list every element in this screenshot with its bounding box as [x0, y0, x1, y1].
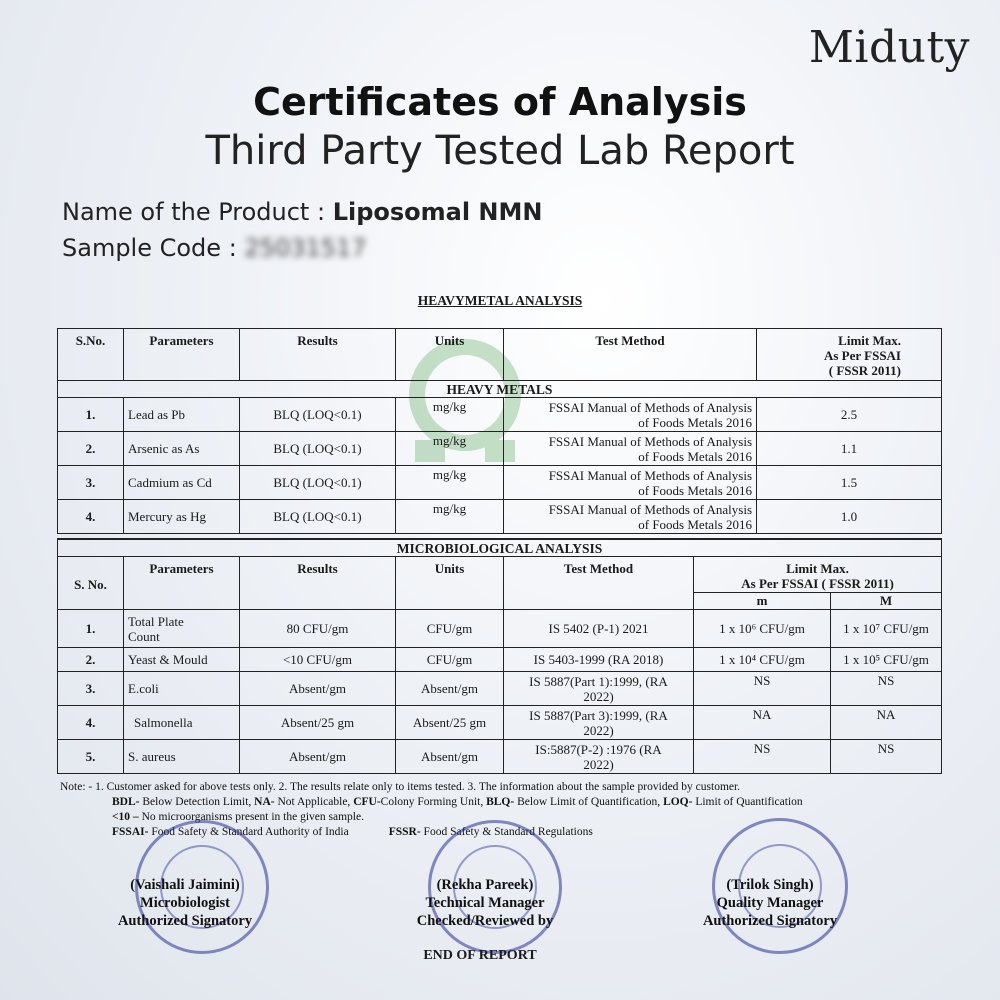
end-of-report: END OF REPORT — [423, 948, 537, 963]
signatory-3 — [680, 876, 860, 930]
cell-result: 80 CFU/gm — [240, 610, 396, 648]
signatory-title: Authorized Signatory — [117, 913, 253, 929]
cell-result: BLQ (LOQ<0.1) — [240, 432, 396, 466]
abbr-bdl: BDL- — [112, 796, 140, 808]
cell-unit: mg/kg — [396, 466, 504, 500]
product-name-label: Name of the Product : — [62, 198, 333, 226]
sample-code-label: Sample Code : — [62, 234, 245, 262]
cell-sno: 4. — [58, 500, 124, 534]
abbr-fssai: FSSAI- — [112, 826, 149, 838]
page-subtitle: Third Party Tested Lab Report — [205, 128, 795, 174]
cell-sno: 5. — [58, 740, 124, 774]
cell-sno: 3. — [58, 466, 124, 500]
cell-result: BLQ (LOQ<0.1) — [240, 466, 396, 500]
signatory-name: (Vaishali Jaimini) — [130, 877, 240, 893]
cell-limit-m: 1 x 10⁶ CFU/gm — [694, 610, 831, 648]
table-row — [58, 466, 942, 500]
cell-sno: 2. — [58, 648, 124, 672]
cell-result: Absent/gm — [240, 672, 396, 706]
abbr-cfu: CFU- — [353, 796, 381, 808]
col-units: Units — [396, 329, 504, 381]
brand-logo: Miduty — [808, 22, 970, 73]
abbr-cfu-text: Colony Forming Unit, — [380, 796, 487, 808]
cell-limit-M: NA — [831, 706, 942, 740]
cell-limit-M: NS — [831, 740, 942, 774]
signatory-role: Technical Manager — [425, 895, 545, 911]
cell-result: <10 CFU/gm — [240, 648, 396, 672]
cell-sno: 1. — [58, 610, 124, 648]
cell-param: Cadmium as Cd — [124, 466, 240, 500]
cell-unit: CFU/gm — [396, 610, 504, 648]
cell-limit-m: NA — [694, 706, 831, 740]
cell-param: Yeast & Mould — [124, 648, 240, 672]
cell-method: FSSAI Manual of Methods of Analysis of Foods Metals 2016 — [504, 398, 757, 432]
cell-method: IS 5403-1999 (RA 2018) — [504, 648, 694, 672]
cell-result: BLQ (LOQ<0.1) — [240, 500, 396, 534]
cell-method: IS 5402 (P-1) 2021 — [504, 610, 694, 648]
abbr-loq-text: Limit of Quantification — [692, 796, 803, 808]
cell-limit-m: NS — [694, 672, 831, 706]
col-results: Results — [240, 557, 396, 610]
cell-limit-M: 1 x 10⁵ CFU/gm — [831, 648, 942, 672]
cell-unit: mg/kg — [396, 500, 504, 534]
abbr-blq-text: Below Limit of Quantification, — [514, 796, 664, 808]
col-limit: Limit Max. As Per FSSAI ( FSSR 2011) — [757, 329, 942, 381]
abbr-lt10-text: No microorganisms present in the given sample. — [138, 811, 364, 823]
signatory-role: Quality Manager — [716, 895, 824, 911]
col-sno: S. No. — [58, 557, 124, 610]
signatory-name: (Rekha Pareek) — [436, 877, 534, 893]
abbr-na-text: Not Applicable, — [274, 796, 354, 808]
microbiology-table — [57, 538, 942, 774]
sample-code-value: 25031517 — [244, 234, 367, 262]
abbr-loq: LOQ- — [663, 796, 693, 808]
signatory-2 — [395, 876, 575, 930]
abbr-na: NA- — [254, 796, 275, 808]
cell-result: Absent/gm — [240, 740, 396, 774]
col-results: Results — [240, 329, 396, 381]
col-limit-M: M — [831, 593, 942, 610]
heavy-metals-section-title: HEAVY METALS — [58, 381, 942, 398]
cell-sno: 1. — [58, 398, 124, 432]
cell-sno: 3. — [58, 672, 124, 706]
table-row — [58, 500, 942, 534]
cell-method: IS:5887(P-2) :1976 (RA 2022) — [504, 740, 694, 774]
cell-limit-M: NS — [831, 672, 942, 706]
cell-unit: Absent/gm — [396, 672, 504, 706]
table-row — [58, 740, 942, 774]
cell-unit: Absent/gm — [396, 740, 504, 774]
cell-sno: 4. — [58, 706, 124, 740]
col-limit-m: m — [694, 593, 831, 610]
cell-limit-m: 1 x 10⁴ CFU/gm — [694, 648, 831, 672]
abbr-lt10: <10 – — [112, 811, 139, 823]
signatory-name: (Trilok Singh) — [726, 877, 814, 893]
table-row — [58, 706, 942, 740]
cell-param: Total Plate Count — [124, 610, 240, 648]
table-row — [58, 648, 942, 672]
abbr-fssai-text: Food Safety & Standard Authority of India — [148, 826, 349, 838]
cell-limit-m: NS — [694, 740, 831, 774]
cell-unit: mg/kg — [396, 398, 504, 432]
col-parameters: Parameters — [124, 329, 240, 381]
cell-method: IS 5887(Part 3):1999, (RA 2022) — [504, 706, 694, 740]
product-name-line — [62, 198, 543, 226]
abbr-fssr-text: Food Safety & Standard Regulations — [420, 826, 593, 838]
cell-result: Absent/25 gm — [240, 706, 396, 740]
cell-limit: 1.5 — [757, 466, 942, 500]
cell-limit: 2.5 — [757, 398, 942, 432]
cell-method: FSSAI Manual of Methods of Analysis of Foods Metals 2016 — [504, 466, 757, 500]
cell-sno: 2. — [58, 432, 124, 466]
abbr-blq: BLQ- — [486, 796, 515, 808]
col-limit: Limit Max. As Per FSSAI ( FSSR 2011) — [694, 557, 942, 593]
heavy-metals-table — [57, 328, 942, 534]
col-test-method: Test Method — [504, 557, 694, 610]
signatory-title: Authorized Signatory — [702, 913, 838, 929]
cell-param: Salmonella — [124, 706, 240, 740]
cell-method: FSSAI Manual of Methods of Analysis of Foods Metals 2016 — [504, 432, 757, 466]
micro-header-row — [58, 557, 942, 593]
cell-param: S. aureus — [124, 740, 240, 774]
cell-param: Lead as Pb — [124, 398, 240, 432]
table-row — [58, 398, 942, 432]
cell-result: BLQ (LOQ<0.1) — [240, 398, 396, 432]
table-row — [58, 432, 942, 466]
note-line-2 — [60, 795, 960, 810]
signatory-role: Microbiologist — [140, 895, 230, 911]
cell-unit: mg/kg — [396, 432, 504, 466]
cell-method: FSSAI Manual of Methods of Analysis of Foods Metals 2016 — [504, 500, 757, 534]
note-line-1: Note: - 1. Customer asked for above tests only. 2. The results relate only to items tested. 3. The information about the sample provided by customer. — [60, 781, 741, 793]
col-units: Units — [396, 557, 504, 610]
page-title: Certificates of Analysis — [253, 80, 747, 124]
signatory-1 — [95, 876, 275, 930]
col-sno: S.No. — [58, 329, 124, 381]
table-row — [58, 672, 942, 706]
table-row — [58, 610, 942, 648]
cell-param: Mercury as Hg — [124, 500, 240, 534]
cell-method: IS 5887(Part 1):1999, (RA 2022) — [504, 672, 694, 706]
sample-code-line — [62, 234, 367, 262]
micro-section-title: MICROBIOLOGICAL ANALYSIS — [58, 539, 942, 557]
signatory-title: Checked/Reviewed by — [416, 913, 554, 929]
cell-unit: Absent/25 gm — [396, 706, 504, 740]
cell-param: Arsenic as As — [124, 432, 240, 466]
cell-param: E.coli — [124, 672, 240, 706]
abbr-bdl-text: Below Detection Limit, — [139, 796, 255, 808]
cell-limit-M: 1 x 10⁷ CFU/gm — [831, 610, 942, 648]
cell-limit: 1.0 — [757, 500, 942, 534]
col-test-method: Test Method — [504, 329, 757, 381]
col-parameters: Parameters — [124, 557, 240, 610]
cell-limit: 1.1 — [757, 432, 942, 466]
heavy-header-row — [58, 329, 942, 381]
abbr-fssr: FSSR- — [388, 826, 421, 838]
report-heading: HEAVYMETAL ANALYSIS — [417, 293, 583, 308]
cell-unit: CFU/gm — [396, 648, 504, 672]
product-name-value: Liposomal NMN — [332, 198, 543, 226]
